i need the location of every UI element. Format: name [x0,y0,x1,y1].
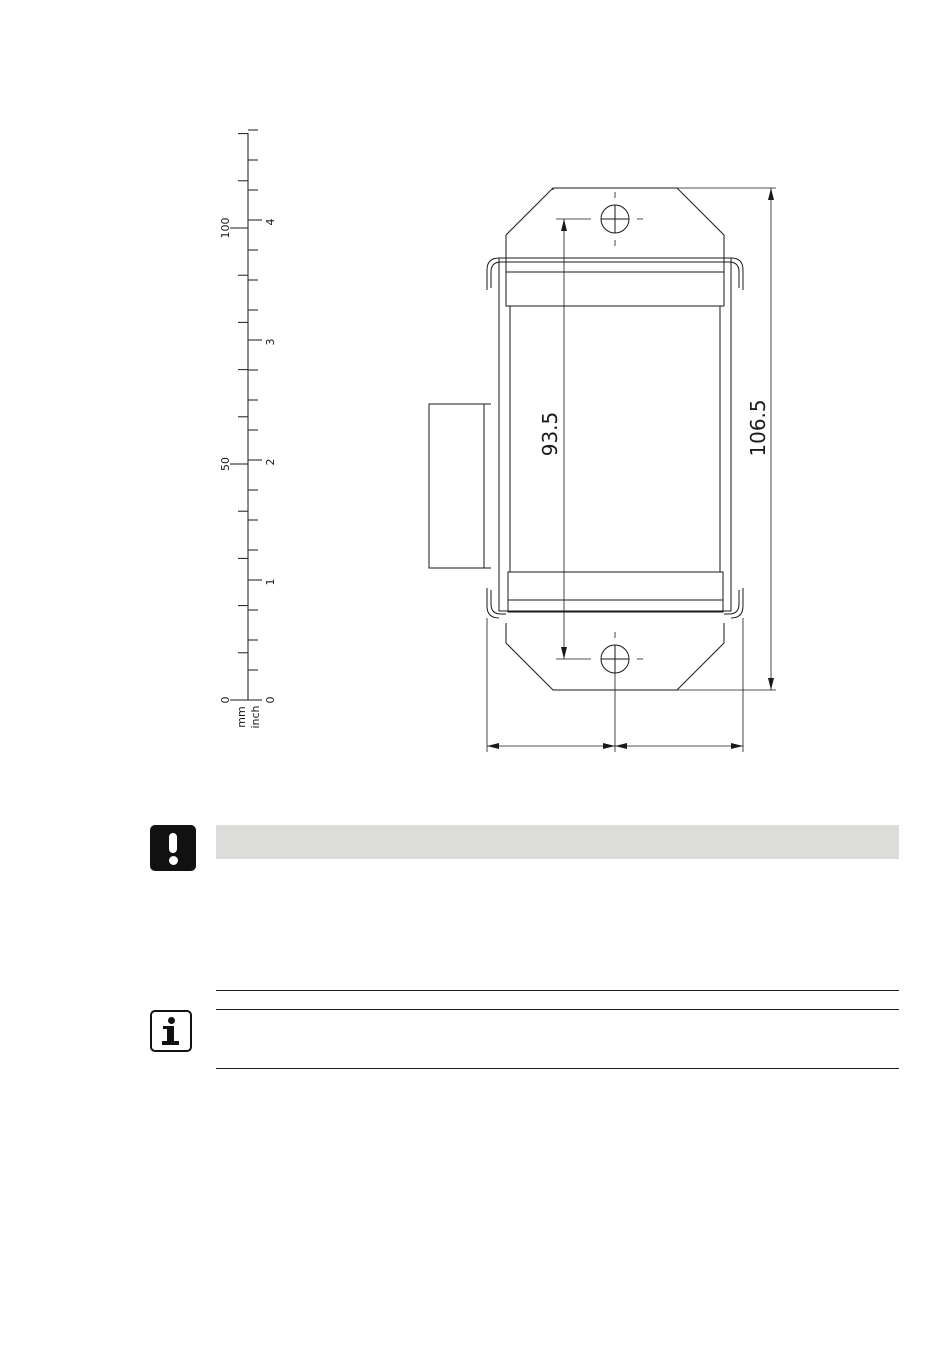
top-screw-hole [601,192,643,246]
info-bottom-rule [216,1068,899,1069]
inch-label-0: 0 [264,696,277,704]
mm-label-0: 0 [219,696,232,704]
mm-label-100: 100 [219,217,232,239]
warning-header-bar [216,825,899,859]
info-top-rule [216,990,899,991]
overall-height-dimension: 106.5 [746,399,770,457]
inch-unit-label: inch [249,705,262,729]
bottom-screw-hole [601,632,643,673]
inch-label-4: 4 [264,218,277,226]
mm-unit-label: mm [235,706,248,728]
inch-label-1: 1 [264,578,277,586]
scale-ruler [219,130,277,729]
info-icon [150,1010,192,1052]
info-header-rule [216,1009,899,1010]
inch-label-3: 3 [264,338,277,346]
inch-label-2: 2 [264,458,277,466]
housing-outline [429,188,743,690]
mm-label-50: 50 [219,457,232,471]
exclamation-icon [150,825,196,871]
hole-spacing-dimension: 93.5 [538,411,562,457]
